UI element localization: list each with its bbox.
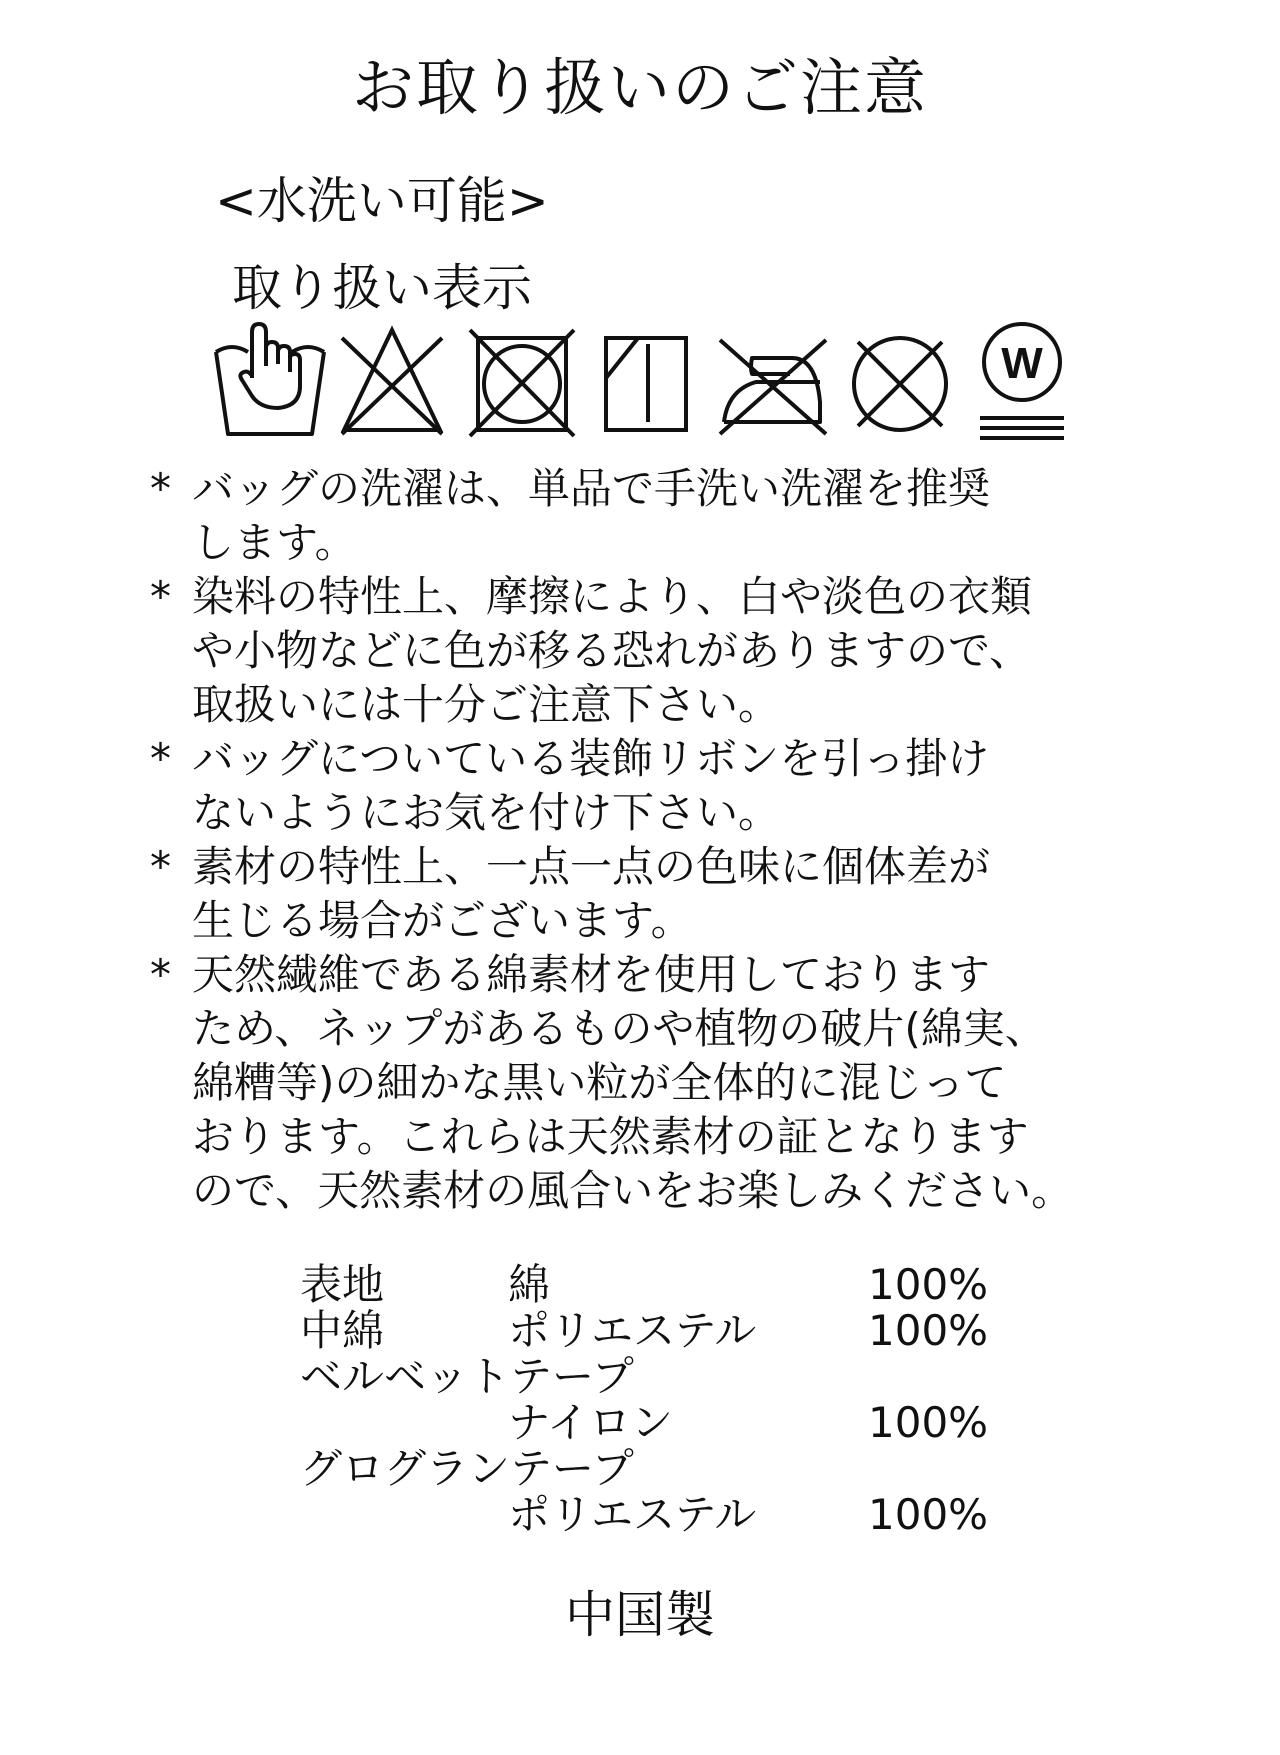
material-row <box>300 1308 1100 1354</box>
note-line: ないようにお気を付け下さい。 <box>192 788 781 837</box>
care-notes <box>150 462 1150 1218</box>
bullet-mark: * <box>150 572 171 621</box>
note-line: 素材の特性上、一点一点の色味に個体差が <box>192 842 991 891</box>
no-bleach-icon <box>336 318 448 440</box>
note-item <box>150 732 1150 840</box>
material-part: 中綿 <box>300 1306 385 1355</box>
material-row <box>300 1354 1100 1400</box>
note-item <box>150 840 1150 948</box>
bullet-mark: * <box>150 464 171 513</box>
hand-wash-icon <box>212 318 328 440</box>
material-name: ポリエステル <box>508 1490 757 1539</box>
note-line: おります。これらは天然素材の証となります <box>192 1112 1029 1161</box>
note-line: 取扱いには十分ご注意下さい。 <box>192 680 781 729</box>
material-row <box>300 1262 1100 1308</box>
no-tumble-dry-icon <box>466 318 578 440</box>
material-row <box>300 1400 1100 1446</box>
material-row <box>300 1492 1100 1538</box>
page-title: お取り扱いのご注意 <box>351 51 928 124</box>
material-percent: 100% <box>868 1306 989 1355</box>
no-dry-clean-icon <box>846 318 954 440</box>
material-name: 綿 <box>508 1260 551 1309</box>
bullet-mark: * <box>150 734 171 783</box>
material-percent: 100% <box>868 1260 989 1309</box>
line-dry-shade-icon <box>596 318 696 440</box>
country-of-origin: 中国製 <box>565 1586 715 1644</box>
note-line: ため、ネップがあるものや植物の破片(綿実、 <box>192 1004 1047 1053</box>
material-name: ポリエステル <box>508 1306 757 1355</box>
note-item <box>150 948 1150 1218</box>
bullet-mark: * <box>150 950 171 999</box>
note-line: 染料の特性上、摩擦により、白や淡色の衣類 <box>192 572 1033 621</box>
note-line: バッグの洗濯は、単品で手洗い洗濯を推奨 <box>192 464 991 513</box>
material-percent: 100% <box>868 1398 989 1447</box>
washable-label: <水洗い可能> <box>215 172 549 230</box>
material-part: グログランテープ <box>300 1444 634 1493</box>
note-line: や小物などに色が移る恐れがありますので、 <box>192 626 1032 675</box>
note-line: バッグについている装飾リボンを引っ掛け <box>192 734 990 783</box>
note-line: 綿糟等)の細かな黒い粒が全体的に混じって <box>192 1058 1007 1107</box>
bullet-mark: * <box>150 842 171 891</box>
material-composition <box>300 1262 1100 1538</box>
material-row <box>300 1446 1100 1492</box>
care-symbols <box>212 318 1072 440</box>
note-line: します。 <box>192 518 357 567</box>
note-line: ので、天然素材の風合いをお楽しみください。 <box>192 1166 1074 1215</box>
note-line: 生じる場合がございます。 <box>192 896 693 945</box>
note-item <box>150 462 1150 570</box>
material-part: ベルベットテープ <box>300 1352 634 1401</box>
material-percent: 100% <box>868 1490 989 1539</box>
material-part: 表地 <box>300 1260 385 1309</box>
wet-clean-letter: W <box>1001 339 1043 388</box>
care-label-heading: 取り扱い表示 <box>232 259 532 317</box>
note-item <box>150 570 1150 732</box>
wet-clean-gentle-icon <box>970 318 1074 440</box>
no-iron-icon <box>716 318 830 440</box>
material-name: ナイロン <box>508 1398 674 1447</box>
note-line: 天然繊維である綿素材を使用しております <box>192 950 991 999</box>
